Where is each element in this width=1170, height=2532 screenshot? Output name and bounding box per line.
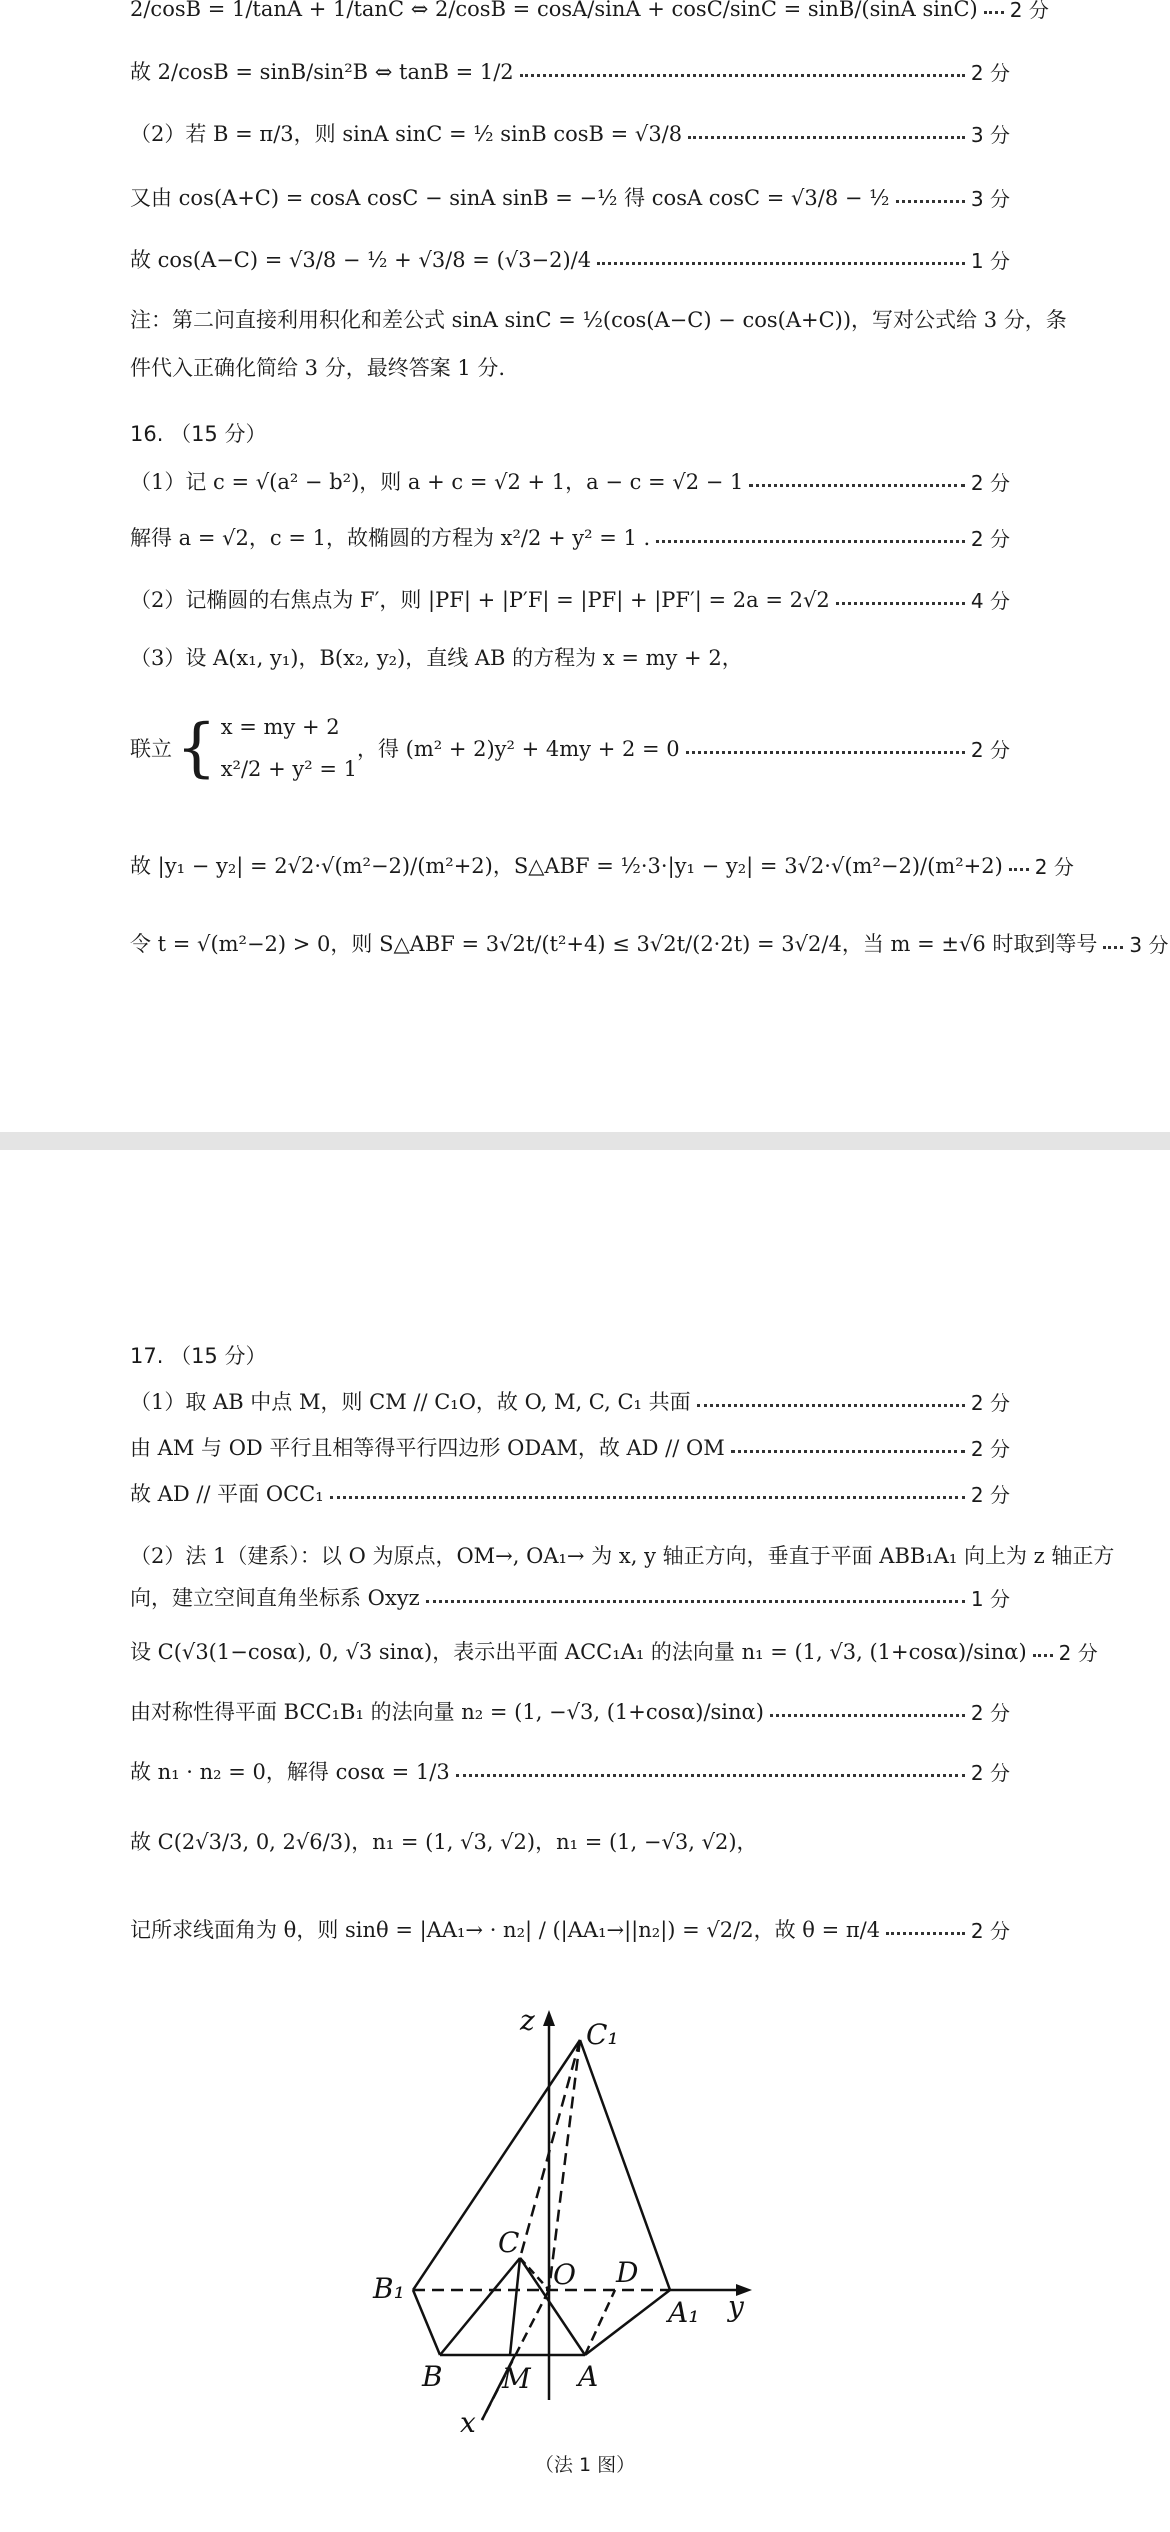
- score-label: 2 分: [1034, 854, 1074, 879]
- solution-line: [130, 1756, 1010, 1786]
- math-expression: （2）记椭圆的右焦点为 F′，则 |PF| + |P′F| = |PF| + |PF′| = 2a = 2√2: [130, 588, 830, 612]
- math-expression: 由 AM 与 OD 平行且相等得平行四边形 ODAM，故 AD // OM: [130, 1436, 725, 1460]
- score-label: 2 分: [970, 737, 1010, 762]
- dotted-leader: [426, 1600, 965, 1603]
- math-expression: 故 cos(A−C) = √3/8 − ½ + √3/8 = (√3−2)/4: [130, 248, 592, 272]
- edge-a-a1: [585, 2290, 670, 2355]
- math-expression: 令 t = √(m²−2) > 0，则 S△ABF = 3√2t/(t²+4) ≤ 3√2t/(2·2t) = 3√2/4，当 m = ±√6 时取到等号: [130, 932, 1098, 956]
- geometry-figure: [370, 2000, 790, 2440]
- question-heading: 16. （15 分）: [130, 422, 267, 446]
- solution-line: [130, 1432, 1010, 1462]
- dotted-leader: [1033, 1654, 1053, 1657]
- dotted-leader: [749, 484, 965, 487]
- math-expression: 故 AD // 平面 OCC₁: [130, 1482, 324, 1506]
- equation-one: x = my + 2: [220, 715, 340, 739]
- solution-line: [130, 850, 1074, 880]
- solution-line: [130, 1696, 1010, 1726]
- brace-icon: {: [176, 711, 217, 785]
- system-result: ，得 (m² + 2)y² + 4my + 2 = 0: [356, 737, 680, 761]
- edge-c1-b1: [413, 2040, 580, 2290]
- solution-line: [130, 182, 1010, 212]
- score-label: 2 分: [970, 470, 1010, 495]
- edge-c-b: [440, 2258, 520, 2355]
- dotted-leader: [656, 540, 965, 543]
- label-a1: A₁: [668, 2296, 700, 2329]
- page-one: [0, 0, 1170, 1132]
- part-two-intro: （2）法 1（建系）：以 O 为原点，OM→, OA₁→ 为 x, y 轴正方向，垂直于平面 ABB₁A₁ 向上为 z 轴正方: [130, 1544, 1115, 1568]
- label-m: M: [502, 2362, 531, 2395]
- dotted-leader: [896, 200, 965, 203]
- dotted-leader: [520, 74, 965, 77]
- dotted-leader: [686, 751, 965, 754]
- dotted-leader: [330, 1496, 965, 1499]
- edge-c-m: [510, 2258, 520, 2355]
- dotted-leader: [984, 11, 1004, 14]
- math-expression: 设 C(√3(1−cosα), 0, √3 sinα)，表示出平面 ACC₁A₁ 的法向量 n₁ = (1, √3, (1+cosα)/sinα): [130, 1640, 1027, 1664]
- dotted-leader: [1103, 946, 1123, 949]
- score-label: 2 分: [970, 1918, 1010, 1943]
- dotted-leader: [688, 136, 965, 139]
- solution-line: [130, 1478, 1010, 1508]
- edge-c1-a1: [580, 2040, 670, 2290]
- math-expression: 故 |y₁ − y₂| = 2√2·√(m²−2)/(m²+2)，S△ABF = ½·3·|y₁ − y₂| = 3√2·√(m²−2)/(m²+2): [130, 854, 1003, 878]
- solution-line: [130, 1386, 1010, 1416]
- equation-system-line: [130, 702, 1010, 794]
- solution-line: [130, 1582, 1010, 1612]
- solution-line: [130, 928, 1169, 958]
- math-expression: （1）取 AB 中点 M，则 CM // C₁O，故 O, M, C, C₁ 共面: [130, 1390, 691, 1414]
- system-prefix: 联立: [130, 737, 172, 761]
- dotted-leader: [597, 262, 965, 265]
- dotted-leader: [886, 1932, 965, 1935]
- math-expression: 记所求线面角为 θ，则 sinθ = |AA₁→ · n₂| / (|AA₁→||n₂|) = √2/2，故 θ = π/4: [130, 1918, 881, 1942]
- edge-a-d: [585, 2290, 615, 2355]
- score-label: 2 分: [970, 1390, 1010, 1415]
- dotted-leader: [1009, 868, 1029, 871]
- solution-line: [130, 118, 1010, 148]
- question-heading: 17. （15 分）: [130, 1344, 267, 1368]
- label-c: C: [498, 2226, 520, 2259]
- score-label: 2 分: [970, 60, 1010, 85]
- dotted-leader: [836, 602, 965, 605]
- score-label: 3 分: [1129, 932, 1169, 957]
- math-expression: 向，建立空间直角坐标系 Oxyz: [130, 1586, 420, 1610]
- solution-line: [130, 0, 1049, 23]
- dotted-leader: [697, 1404, 965, 1407]
- score-label: 1 分: [970, 248, 1010, 273]
- score-label: 2 分: [970, 1760, 1010, 1785]
- math-expression: 2/cosB = 1/tanA + 1/tanC ⇔ 2/cosB = cosA/sinA + cosC/sinC = sinB/(sinA sinC): [130, 0, 978, 21]
- label-a: A: [578, 2360, 599, 2393]
- part-three-intro: （3）设 A(x₁, y₁)，B(x₂, y₂)，直线 AB 的方程为 x = my + 2，: [130, 646, 743, 670]
- math-expression: 又由 cos(A+C) = cosA cosC − sinA sinB = −½ 得 cosA cosC = √3/8 − ½: [130, 186, 890, 210]
- math-expression: 故 n₁ · n₂ = 0，解得 cosα = 1/3: [130, 1760, 450, 1784]
- math-expression: 解得 a = √2，c = 1，故椭圆的方程为 x²/2 + y² = 1 .: [130, 526, 651, 550]
- score-label: 2 分: [1009, 0, 1049, 22]
- coords-line: 故 C(2√3/3, 0, 2√6/3)，n₁ = (1, √3, √2)，n₁ = (1, −√3, √2)，: [130, 1830, 758, 1854]
- equation-two: x²/2 + y² = 1: [220, 757, 357, 781]
- z-axis-arrow-icon: [543, 2010, 555, 2026]
- label-d: D: [616, 2256, 639, 2289]
- figure-caption: （法 1 图）: [534, 2454, 636, 2476]
- label-o: O: [553, 2258, 576, 2291]
- score-label: 1 分: [970, 1586, 1010, 1611]
- label-b: B: [422, 2360, 443, 2393]
- solution-line: [130, 1636, 1098, 1666]
- math-expression: 由对称性得平面 BCC₁B₁ 的法向量 n₂ = (1, −√3, (1+cosα)/sinα): [130, 1700, 764, 1724]
- note-text: 注：第二问直接利用积化和差公式 sinA sinC = ½(cos(A−C) − cos(A+C))，写对公式给 3 分，条: [130, 308, 1067, 332]
- score-label: 2 分: [1058, 1640, 1098, 1665]
- page-two: [0, 1150, 1170, 2532]
- score-label: 2 分: [970, 1700, 1010, 1725]
- math-expression: （2）若 B = π/3，则 sinA sinC = ½ sinB cosB = √3/8: [130, 122, 683, 146]
- score-label: 4 分: [970, 588, 1010, 613]
- dotted-leader: [456, 1774, 965, 1777]
- solution-line: [130, 466, 1010, 496]
- solution-line: [130, 1914, 1010, 1944]
- system-equations: [221, 715, 357, 781]
- score-label: 2 分: [970, 1482, 1010, 1507]
- solution-line: [130, 584, 1010, 614]
- math-expression: （1）记 c = √(a² − b²)，则 a + c = √2 + 1，a − c = √2 − 1: [130, 470, 744, 494]
- label-b1: B₁: [373, 2272, 405, 2305]
- dotted-leader: [770, 1714, 965, 1717]
- score-label: 3 分: [970, 122, 1010, 147]
- solution-line: [130, 56, 1010, 86]
- score-label: 3 分: [970, 186, 1010, 211]
- label-c1: C₁: [586, 2018, 619, 2051]
- label-x: x: [460, 2406, 476, 2439]
- score-label: 2 分: [970, 526, 1010, 551]
- dotted-leader: [731, 1450, 965, 1453]
- solution-line: [130, 244, 1010, 274]
- edge-b1-b: [413, 2290, 440, 2355]
- edge-c-o: [520, 2258, 549, 2290]
- score-label: 2 分: [970, 1436, 1010, 1461]
- math-expression: 故 2/cosB = sinB/sin²B ⇔ tanB = 1/2: [130, 60, 514, 84]
- solution-line: [130, 522, 1010, 552]
- note-text: 件代入正确化简给 3 分，最终答案 1 分.: [130, 356, 506, 380]
- label-z: z: [520, 2004, 535, 2037]
- label-y: y: [728, 2290, 744, 2323]
